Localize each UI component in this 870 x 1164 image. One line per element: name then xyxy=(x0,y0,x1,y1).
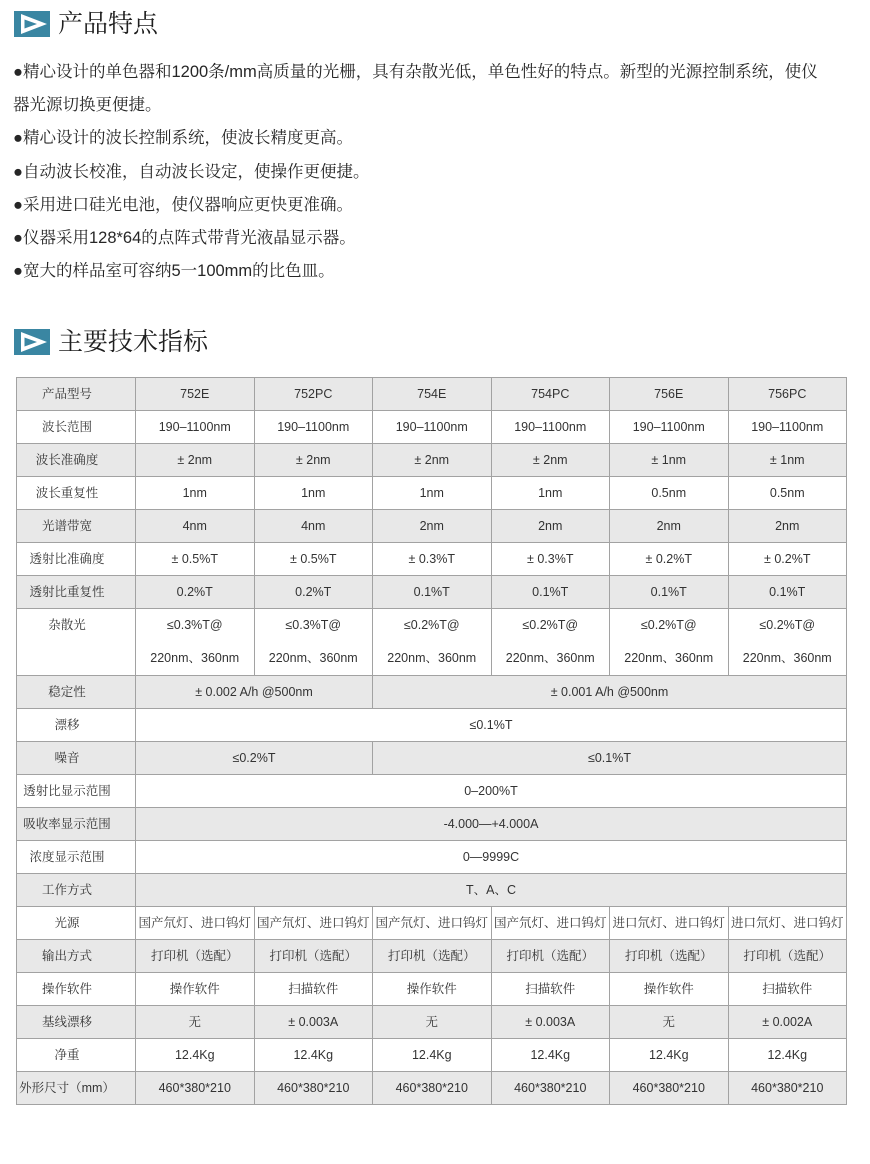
spec-value: 460*380*210 xyxy=(610,1072,729,1105)
spec-value: 190–1100nm xyxy=(373,411,492,444)
model-name: 752PC xyxy=(254,378,373,411)
spec-value: 460*380*210 xyxy=(254,1072,373,1105)
spec-row xyxy=(17,874,847,907)
spec-value: 扫描软件 xyxy=(728,973,847,1006)
spec-value-line: 220nm、360nm xyxy=(387,651,477,665)
spec-value: 1nm xyxy=(373,477,492,510)
spec-row xyxy=(17,576,847,609)
spec-value: 打印机（选配） xyxy=(610,940,729,973)
spec-value: 12.4Kg xyxy=(491,1039,610,1072)
spec-row xyxy=(17,808,847,841)
spec-label: 波长重复性 xyxy=(17,477,136,510)
spec-row xyxy=(17,477,847,510)
section-header-features xyxy=(14,10,158,38)
spec-value xyxy=(373,609,492,676)
model-name: 756E xyxy=(610,378,729,411)
spec-value: 0.1%T xyxy=(373,576,492,609)
spec-value: 扫描软件 xyxy=(254,973,373,1006)
spec-value: ≤0.1%T xyxy=(373,742,847,775)
spec-value: 0.2%T xyxy=(254,576,373,609)
spec-value: 2nm xyxy=(491,510,610,543)
spec-value: 国产氘灯、进口钨灯 xyxy=(373,907,492,940)
spec-value: 2nm xyxy=(728,510,847,543)
spec-value: ≤0.2%T xyxy=(136,742,373,775)
spec-value: 2nm xyxy=(610,510,729,543)
spec-value: 190–1100nm xyxy=(728,411,847,444)
spec-value: 操作软件 xyxy=(136,973,255,1006)
spec-value: 操作软件 xyxy=(373,973,492,1006)
spec-value: 进口氘灯、进口钨灯 xyxy=(610,907,729,940)
spec-row xyxy=(17,543,847,576)
spec-value: 2nm xyxy=(373,510,492,543)
spec-value: ± 0.002 A/h @500nm xyxy=(136,676,373,709)
spec-row xyxy=(17,444,847,477)
spec-value: 打印机（选配） xyxy=(254,940,373,973)
spec-value: 无 xyxy=(610,1006,729,1039)
spec-value: ± 1nm xyxy=(610,444,729,477)
spec-label: 波长准确度 xyxy=(17,444,136,477)
spec-value-line: ≤0.2%T@ xyxy=(403,618,460,632)
spec-value: ≤0.1%T xyxy=(136,709,847,742)
spec-label: 透射比准确度 xyxy=(17,543,136,576)
spec-row xyxy=(17,742,847,775)
spec-value: 0.1%T xyxy=(728,576,847,609)
spec-value: ± 2nm xyxy=(254,444,373,477)
spec-value: ± 1nm xyxy=(728,444,847,477)
feature-item xyxy=(13,122,863,155)
spec-value xyxy=(610,609,729,676)
spec-value: ± 2nm xyxy=(373,444,492,477)
spec-label: 外形尺寸（mm） xyxy=(17,1072,136,1105)
spec-value: 国产氘灯、进口钨灯 xyxy=(254,907,373,940)
spec-value: ± 0.3%T xyxy=(373,543,492,576)
model-name: 756PC xyxy=(728,378,847,411)
spec-value: ± 0.5%T xyxy=(254,543,373,576)
spec-value: 460*380*210 xyxy=(728,1072,847,1105)
section-header-specs xyxy=(14,328,208,356)
spec-value-line: 220nm、360nm xyxy=(742,651,832,665)
spec-label: 产品型号 xyxy=(17,378,136,411)
spec-value: ± 0.002A xyxy=(728,1006,847,1039)
spec-value: ± 0.2%T xyxy=(610,543,729,576)
spec-label: 光源 xyxy=(17,907,136,940)
spec-value: 国产氘灯、进口钨灯 xyxy=(136,907,255,940)
spec-value-line: 220nm、360nm xyxy=(624,651,714,665)
spec-row xyxy=(17,411,847,444)
feature-text: ●仪器采用128*64的点阵式带背光液晶显示器。 xyxy=(13,228,356,247)
spec-value: ± 0.5%T xyxy=(136,543,255,576)
spec-row xyxy=(17,775,847,808)
spec-value: 0.5nm xyxy=(728,477,847,510)
spec-value: 扫描软件 xyxy=(491,973,610,1006)
spec-value: ± 0.003A xyxy=(254,1006,373,1039)
spec-value: 0.1%T xyxy=(491,576,610,609)
spec-label: 噪音 xyxy=(17,742,136,775)
spec-value: ± 2nm xyxy=(136,444,255,477)
spec-row xyxy=(17,609,847,676)
feature-text: ●自动波长校准，自动波长设定，使操作更便捷。 xyxy=(13,162,370,181)
spec-value: T、A、C xyxy=(136,874,847,907)
spec-value: 进口氘灯、进口钨灯 xyxy=(728,907,847,940)
spec-value: 操作软件 xyxy=(610,973,729,1006)
spec-value: ± 0.001 A/h @500nm xyxy=(373,676,847,709)
spec-row xyxy=(17,676,847,709)
spec-value-line: ≤0.2%T@ xyxy=(640,618,697,632)
spec-value: 460*380*210 xyxy=(373,1072,492,1105)
spec-value: 12.4Kg xyxy=(136,1039,255,1072)
spec-row xyxy=(17,1039,847,1072)
spec-label: 杂散光 xyxy=(17,609,136,676)
feature-text: ●采用进口硅光电池，使仪器响应更快更准确。 xyxy=(13,195,353,214)
spec-label: 光谱带宽 xyxy=(17,510,136,543)
spec-row xyxy=(17,940,847,973)
spec-value: 打印机（选配） xyxy=(728,940,847,973)
play-arrow-icon xyxy=(14,11,50,37)
spec-value: 无 xyxy=(136,1006,255,1039)
spec-value xyxy=(136,609,255,676)
spec-value: 0—9999C xyxy=(136,841,847,874)
spec-value-line: 220nm、360nm xyxy=(150,651,240,665)
spec-label: 漂移 xyxy=(17,709,136,742)
feature-text: ●精心设计的波长控制系统，使波长精度更高。 xyxy=(13,129,353,148)
spec-value xyxy=(728,609,847,676)
model-header-row xyxy=(17,378,847,411)
feature-item xyxy=(13,222,863,255)
spec-row xyxy=(17,907,847,940)
spec-label: 透射比显示范围 xyxy=(17,775,136,808)
model-name: 752E xyxy=(136,378,255,411)
spec-value: 12.4Kg xyxy=(373,1039,492,1072)
spec-row xyxy=(17,709,847,742)
feature-text: ●宽大的样品室可容纳5一100mm的比色皿。 xyxy=(13,262,335,281)
spec-value: 460*380*210 xyxy=(491,1072,610,1105)
spec-label: 透射比重复性 xyxy=(17,576,136,609)
spec-value: 190–1100nm xyxy=(610,411,729,444)
spec-value: 12.4Kg xyxy=(728,1039,847,1072)
spec-value: 190–1100nm xyxy=(254,411,373,444)
spec-value xyxy=(254,609,373,676)
spec-row xyxy=(17,510,847,543)
spec-value: 460*380*210 xyxy=(136,1072,255,1105)
spec-label: 输出方式 xyxy=(17,940,136,973)
spec-value-line: ≤0.2%T@ xyxy=(522,618,579,632)
spec-value: ± 0.003A xyxy=(491,1006,610,1039)
spec-value-line: ≤0.3%T@ xyxy=(285,618,342,632)
model-name: 754PC xyxy=(491,378,610,411)
spec-label: 浓度显示范围 xyxy=(17,841,136,874)
spec-value: 0.2%T xyxy=(136,576,255,609)
feature-text: ●精心设计的单色器和1200条/mm高质量的光栅，具有杂散光低，单色性好的特点。新型的光源控制系统，使仪 xyxy=(13,63,818,81)
spec-value: ± 0.3%T xyxy=(491,543,610,576)
spec-label: 稳定性 xyxy=(17,676,136,709)
spec-row xyxy=(17,1006,847,1039)
spec-value-line: ≤0.2%T@ xyxy=(759,618,816,632)
feature-list xyxy=(13,56,863,288)
spec-value: ± 2nm xyxy=(491,444,610,477)
spec-value: 190–1100nm xyxy=(491,411,610,444)
spec-row xyxy=(17,841,847,874)
section-title: 产品特点 xyxy=(58,10,159,38)
spec-value: 4nm xyxy=(254,510,373,543)
spec-table-body xyxy=(17,378,847,1105)
spec-row xyxy=(17,1072,847,1105)
spec-value: 国产氘灯、进口钨灯 xyxy=(491,907,610,940)
model-name: 754E xyxy=(373,378,492,411)
spec-label: 净重 xyxy=(17,1039,136,1072)
feature-text: 器光源切换更便捷。 xyxy=(13,96,162,115)
spec-value: 0.1%T xyxy=(610,576,729,609)
spec-value: 打印机（选配） xyxy=(373,940,492,973)
spec-label: 波长范围 xyxy=(17,411,136,444)
spec-value: 1nm xyxy=(136,477,255,510)
spec-value: 4nm xyxy=(136,510,255,543)
spec-value: ± 0.2%T xyxy=(728,543,847,576)
spec-table xyxy=(16,377,847,1105)
spec-value xyxy=(491,609,610,676)
spec-value-line: 220nm、360nm xyxy=(268,651,358,665)
feature-item xyxy=(13,255,863,288)
spec-value-line: 220nm、360nm xyxy=(505,651,595,665)
spec-label: 吸收率显示范围 xyxy=(17,808,136,841)
spec-value: 12.4Kg xyxy=(254,1039,373,1072)
play-arrow-icon xyxy=(14,329,50,355)
feature-item xyxy=(13,156,863,189)
spec-label: 工作方式 xyxy=(17,874,136,907)
spec-value: 12.4Kg xyxy=(610,1039,729,1072)
spec-row xyxy=(17,973,847,1006)
spec-value-line: ≤0.3%T@ xyxy=(166,618,223,632)
spec-label: 操作软件 xyxy=(17,973,136,1006)
spec-value: -4.000—+4.000A xyxy=(136,808,847,841)
spec-value: 0.5nm xyxy=(610,477,729,510)
feature-item xyxy=(13,56,863,122)
spec-value: 1nm xyxy=(254,477,373,510)
feature-item xyxy=(13,189,863,222)
spec-value: 190–1100nm xyxy=(136,411,255,444)
spec-value: 无 xyxy=(373,1006,492,1039)
section-title: 主要技术指标 xyxy=(58,328,209,356)
spec-label: 基线漂移 xyxy=(17,1006,136,1039)
spec-value: 打印机（选配） xyxy=(136,940,255,973)
spec-value: 0–200%T xyxy=(136,775,847,808)
spec-value: 打印机（选配） xyxy=(491,940,610,973)
spec-value: 1nm xyxy=(491,477,610,510)
